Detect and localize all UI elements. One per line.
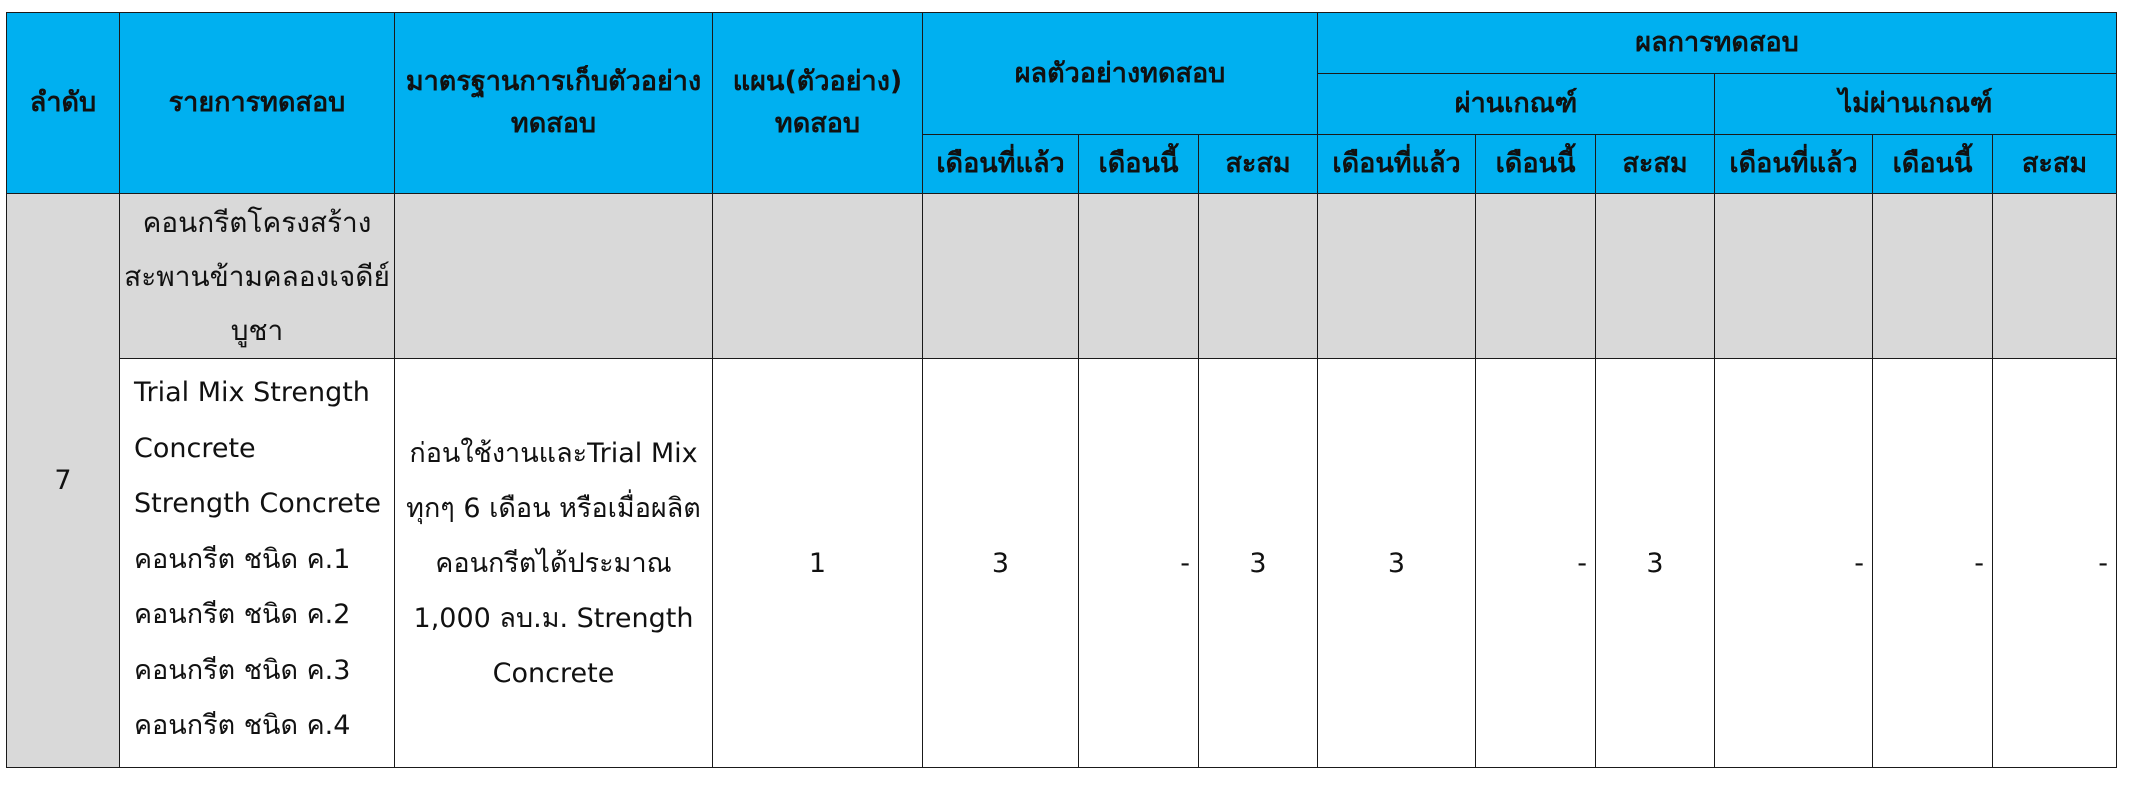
group-cell (1596, 194, 1715, 359)
group-title-line: บูชา (230, 314, 284, 347)
sample-last-month-value: 3 (923, 359, 1079, 768)
item-line: คอนกรีต ชนิด ค.4 (134, 710, 351, 741)
test-results-table-wrapper (6, 12, 2117, 768)
item-list (120, 359, 395, 768)
group-title (120, 194, 395, 359)
group-cell (1476, 194, 1596, 359)
test-results-table (6, 12, 2117, 768)
item-line: คอนกรีต ชนิด ค.2 (134, 599, 351, 630)
group-cell (713, 194, 923, 359)
pass-cumulative-value: 3 (1596, 359, 1715, 768)
header-sample-cumulative: สะสม (1199, 135, 1318, 194)
group-title-line: สะพานข้ามคลองเจดีย์ (124, 260, 390, 293)
standard-line: ก่อนใช้งานและTrial Mix (409, 437, 698, 469)
group-cell (1199, 194, 1318, 359)
standard-line: คอนกรีตได้ประมาณ (435, 547, 672, 579)
group-cell (1318, 194, 1476, 359)
header-sample-this-month: เดือนนี้ (1079, 135, 1199, 194)
pass-this-month-value: - (1476, 359, 1596, 768)
header-plan-line2: ทดสอบ (774, 108, 861, 139)
group-cell (1993, 194, 2117, 359)
group-cell (1873, 194, 1993, 359)
pass-last-month-value: 3 (1318, 359, 1476, 768)
header-sample-results: ผลตัวอย่างทดสอบ (923, 13, 1318, 135)
header-pass-cumulative: สะสม (1596, 135, 1715, 194)
header-standard-line1: มาตรฐานการเก็บตัวอย่าง (405, 66, 702, 98)
plan-value: 1 (713, 359, 923, 768)
fail-last-month-value: - (1715, 359, 1873, 768)
sample-cumulative-value: 3 (1199, 359, 1318, 768)
group-cell (395, 194, 713, 359)
table-header (7, 13, 2117, 194)
item-line: Strength Concrete (134, 488, 382, 519)
standard-line: ทุกๆ 6 เดือน หรือเมื่อผลิต (406, 492, 701, 524)
header-fail-last-month: เดือนที่แล้ว (1715, 135, 1873, 194)
header-plan (713, 13, 923, 194)
header-plan-line1: แผน(ตัวอย่าง) (732, 66, 903, 98)
header-seq: ลำดับ (7, 13, 120, 194)
header-fail-cumulative: สะสม (1993, 135, 2117, 194)
header-pass-last-month: เดือนที่แล้ว (1318, 135, 1476, 194)
header-sample-last-month: เดือนที่แล้ว (923, 135, 1079, 194)
header-fail: ไม่ผ่านเกณฑ์ (1715, 74, 2117, 135)
header-item (120, 13, 395, 194)
sample-this-month-value: - (1079, 359, 1199, 768)
group-cell (1715, 194, 1873, 359)
header-standard (395, 13, 713, 194)
header-fail-this-month: เดือนนี้ (1873, 135, 1993, 194)
group-cell (923, 194, 1079, 359)
group-cell (1079, 194, 1199, 359)
header-test-results: ผลการทดสอบ (1318, 13, 2117, 74)
header-item-label: รายการทดสอบ (168, 87, 346, 119)
item-line: Concrete (134, 432, 256, 464)
item-line: Trial Mix Strength (134, 377, 370, 408)
item-line: คอนกรีต ชนิด ค.1 (134, 543, 351, 575)
group-title-line: คอนกรีตโครงสร้าง (142, 206, 372, 239)
item-line: คอนกรีต ชนิด ค.3 (134, 654, 351, 686)
standard-cell (395, 359, 713, 768)
table-row (7, 359, 2117, 768)
header-pass-this-month: เดือนนี้ (1476, 135, 1596, 194)
standard-line: Concrete (492, 657, 615, 689)
fail-cumulative-value: - (1993, 359, 2117, 768)
standard-line: 1,000 ลบ.ม. Strength (413, 602, 694, 634)
row-seq: 7 (7, 194, 120, 768)
header-standard-line2: ทดสอบ (510, 108, 597, 139)
header-pass: ผ่านเกณฑ์ (1318, 74, 1715, 135)
group-row (7, 194, 2117, 359)
fail-this-month-value: - (1873, 359, 1993, 768)
